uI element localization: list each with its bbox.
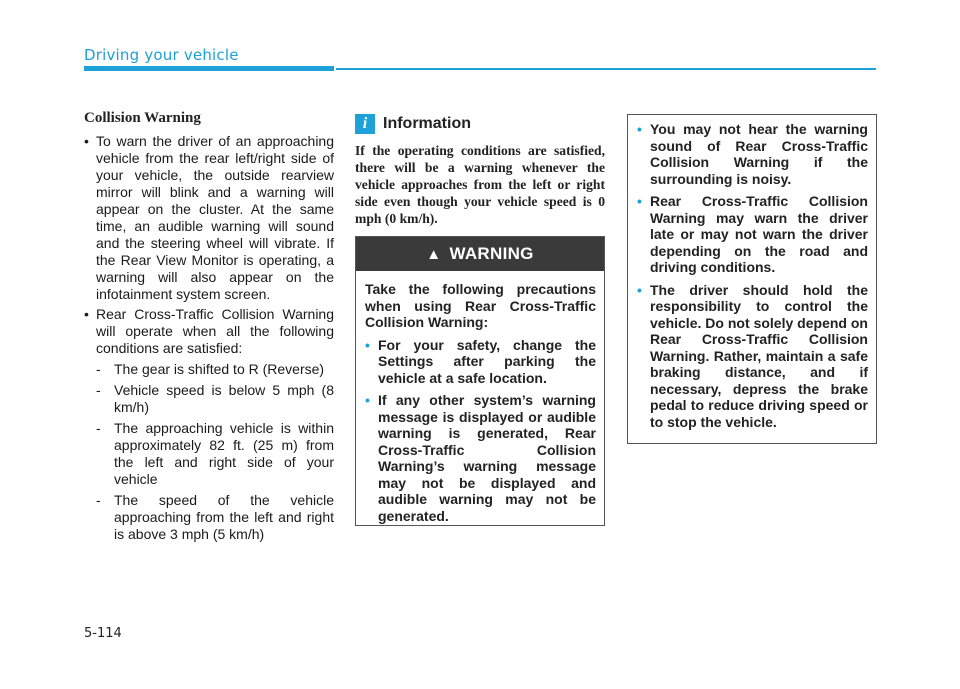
information-title: Information: [383, 115, 471, 132]
condition-item: - The speed of the vehicle approaching from the left and right is above 3 mph (5 km/h): [96, 492, 334, 542]
list-item: • You may not hear the warning sound of Rear Cross-Traffic Collision Warning if the surrounding is noisy.: [637, 121, 868, 187]
list-item: • The driver should hold the responsibility to control the vehicle. Do not solely depend on Rear Cross-Traffic Collision Warning. Rather, maintain a safe braking distance, and if necessary, depress the brake pedal to reduce driving speed or to stop the vehicle.: [637, 281, 868, 430]
list-item: • If any other system’s warning message is displayed or audible warning is generated, Rear Cross-Traffic Collision Warning’s warning message may not be displayed and audible warning may not be generated.: [365, 392, 596, 524]
condition-item: - The approaching vehicle is within approximately 82 ft. (25 m) from the left and right side of your vehicle: [96, 420, 334, 487]
dash-icon: -: [96, 361, 101, 377]
bullet-icon: •: [637, 281, 642, 298]
bullet-icon: •: [365, 392, 370, 408]
warning-body: [356, 271, 604, 524]
warning-box: [355, 236, 605, 526]
warning-continuation-box: [627, 114, 877, 444]
header-accent-bar: [84, 66, 334, 71]
information-block: [355, 114, 605, 227]
info-icon: i: [355, 114, 375, 134]
bullet-icon: •: [84, 306, 89, 322]
warning-header: [356, 237, 604, 271]
bullet-icon: •: [637, 193, 642, 209]
condition-item: - The gear is shifted to R (Reverse): [96, 361, 325, 377]
bullet-icon: •: [84, 133, 89, 149]
list-item: • To warn the driver of an approaching vehicle from the rear left/right side of your vehicle, the outside rearview mirror will blink and a warning will appear on the cluster. At the same time, an audible warning will sound and the steering wheel will vibrate. If the Rear View Monitor is operating, a warning will also appear on the infotainment system screen.: [84, 133, 334, 302]
warning-title: WARNING: [449, 244, 534, 263]
dash-icon: -: [96, 492, 101, 508]
bullet-icon: •: [365, 336, 370, 353]
left-column: [84, 110, 334, 547]
list-item: • Rear Cross-Traffic Collision Warning will operate when all the following conditions are satisfied:: [84, 306, 334, 356]
dash-icon: -: [96, 382, 101, 398]
section-header-title: Driving your vehicle: [84, 46, 239, 64]
collision-warning-heading: Collision Warning: [84, 110, 201, 126]
warning-intro: Take the following precautions when using Rear Cross-Traffic Collision Warning:: [365, 281, 596, 330]
list-item: • Rear Cross-Traffic Collision Warning may warn the driver late or may not warn the driver depending on the road and driving conditions.: [637, 193, 868, 275]
bullet-icon: •: [637, 121, 642, 137]
list-item: • For your safety, change the Settings after parking the vehicle at a safe location.: [365, 336, 596, 386]
information-header: [355, 114, 605, 134]
dash-icon: -: [96, 420, 101, 436]
information-text: If the operating conditions are satisfied, there will be a warning whenever the vehicle approaches from the left or right side even though your vehicle speed is 0 mph (0 km/h).: [355, 143, 605, 226]
warning-triangle-icon: ▲: [426, 245, 442, 263]
header-rule: [336, 68, 876, 70]
page-number: 5-114: [84, 626, 122, 641]
condition-item: - Vehicle speed is below 5 mph (8 km/h): [96, 382, 334, 415]
